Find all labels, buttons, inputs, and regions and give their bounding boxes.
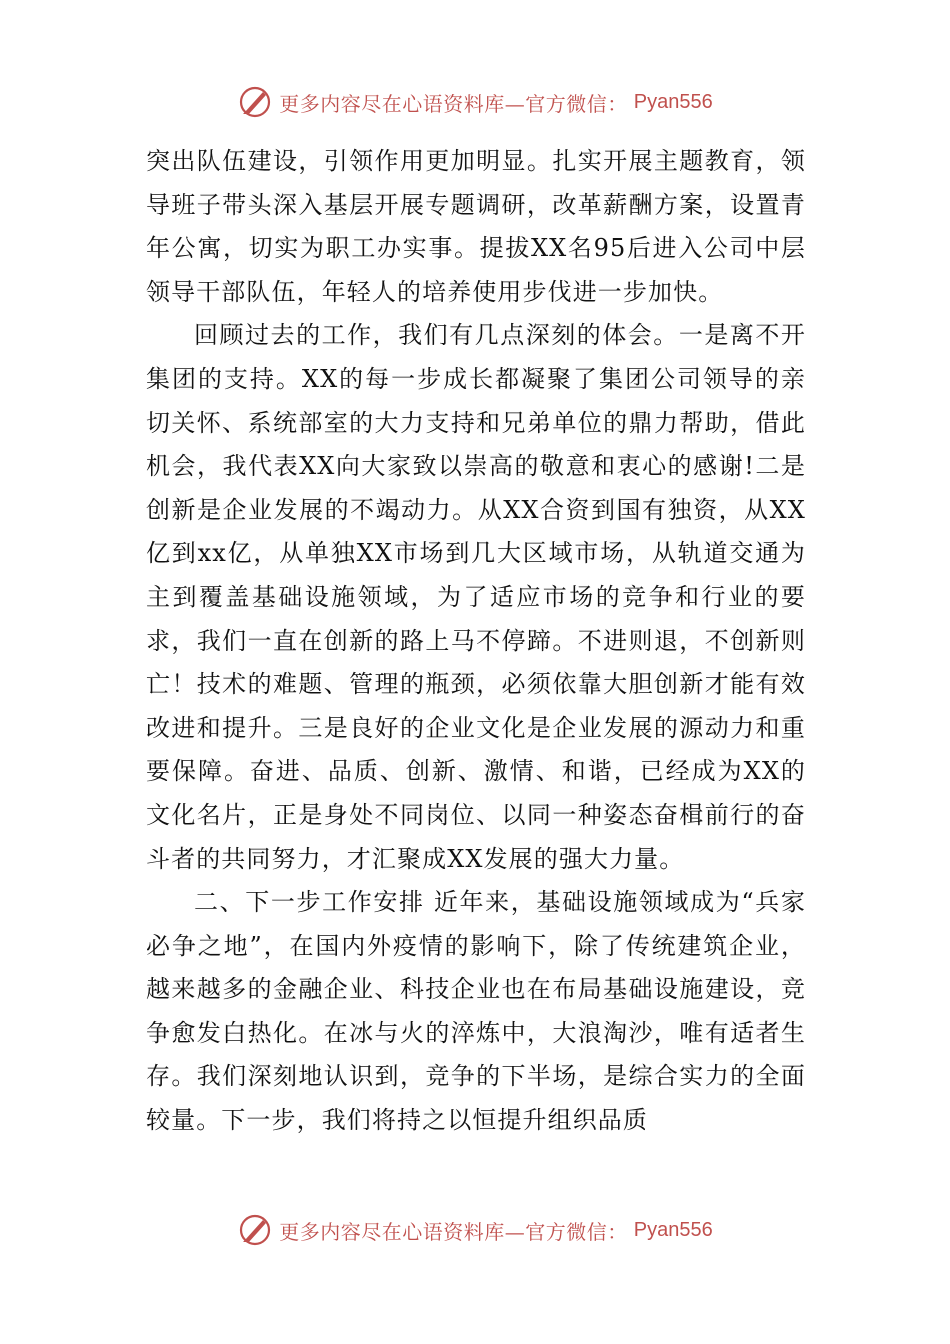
- footer-banner: [0, 1210, 950, 1250]
- paragraph-1: 突出队伍建设，引领作用更加明显。扎实开展主题教育，领导班子带头深入基层开展专题调研，改革薪酬方案，设置青年公寓，切实为职工办实事。提拔XX名95后进入公司中层领导干部队伍，年轻人的培养使用步伐进一步加快。: [146, 147, 806, 306]
- banner-wechat-id: Pyan556: [633, 1218, 713, 1241]
- banner-wechat-id: Pyan556: [633, 90, 713, 113]
- banner-text: 更多内容尽在心语资料库—官方微信：: [279, 91, 628, 116]
- document-body: [146, 140, 806, 1143]
- paragraph-3: 二、下一步工作安排 近年来，基础设施领域成为“兵家必争之地”，在国内外疫情的影响下，除了传统建筑企业，越来越多的金融企业、科技企业也在布局基础设施建设，竞争愈发白热化。在冰与火的淬炼中，大浪淘沙，唯有适者生存。我们深刻地认识到，竞争的下半场，是综合实力的全面较量。下一步，我们将持之以恒提升组织品质: [146, 888, 806, 1135]
- header-banner: [0, 82, 950, 122]
- pen-logo-icon: [237, 84, 273, 120]
- pen-logo-icon: [237, 1212, 273, 1248]
- banner-text: 更多内容尽在心语资料库—官方微信：: [279, 1219, 628, 1244]
- paragraph-2: 回顾过去的工作，我们有几点深刻的体会。一是离不开集团的支持。XX的每一步成长都凝聚了集团公司领导的亲切关怀、系统部室的大力支持和兄弟单位的鼎力帮助，借此机会，我代表XX向大家致以崇高的敬意和衷心的感谢!二是创新是企业发展的不竭动力。从XX合资到国有独资，从XX亿到xx亿，从单独XX市场到几大区域市场，从轨道交通为主到覆盖基础设施领域，为了适应市场的竞争和行业的要求，我们一直在创新的路上马不停蹄。不进则退，不创新则亡！技术的难题、管理的瓶颈，必须依靠大胆创新才能有效改进和提升。三是良好的企业文化是企业发展的源动力和重要保障。奋进、品质、创新、激情、和谐，已经成为XX的文化名片，正是身处不同岗位、以同一种姿态奋楫前行的奋斗者的共同努力，才汇聚成XX发展的强大力量。: [146, 321, 806, 873]
